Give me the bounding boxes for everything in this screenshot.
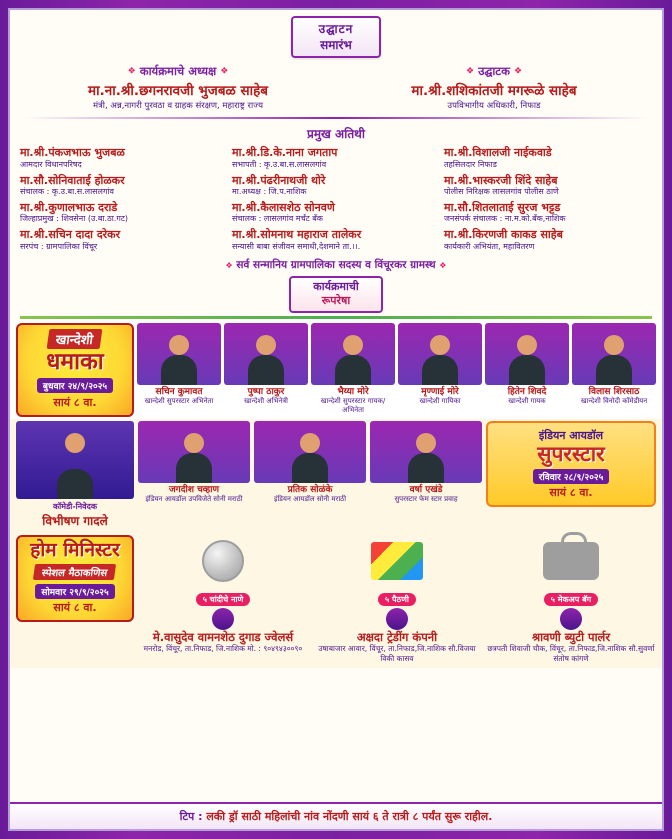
ribbon-line1: उद्घाटन xyxy=(318,22,354,36)
artist-photo xyxy=(572,323,656,385)
guests-heading: प्रमुख अतिथी xyxy=(307,127,365,142)
guest-item: मा.श्री.पंकजभाऊ भुजबळ आमदार विधानपरिषद xyxy=(20,146,125,170)
dhamaka-line1: खान्देशी xyxy=(47,329,103,349)
artist-photo xyxy=(398,323,482,385)
decor-dot-icon: ❖ xyxy=(513,66,523,77)
sponsor-item xyxy=(138,535,308,655)
decor-dot-icon: ❖ xyxy=(220,66,229,77)
silver-coin-icon xyxy=(138,535,308,587)
artist-card: वर्षा एखंडे सुपरस्टार फेम स्टार प्रवाह xyxy=(370,421,482,504)
dhamaka-date: बुधवार २४/९/२०२५ xyxy=(37,378,113,393)
artist-photo xyxy=(485,323,569,385)
program-badge xyxy=(289,276,382,313)
guest-item: मा.श्री.सोमनाथ महाराज तालेकर सन्यासी बाबा संजीवन समाधी,देशमाने ता.।।. xyxy=(232,227,362,251)
footer-text: लकी ड्रॉ साठी महिलांची नांव नोंदणी सायं ६ ते रात्री ८ पर्यंत सुरू राहील. xyxy=(206,810,493,823)
chairman-title: कार्यक्रमाचे अध्यक्ष xyxy=(139,64,217,79)
all-honored-line: ❖ सर्व सन्मानिय ग्रामपालिका सदस्य व विंचूरकर ग्रामस्थ ❖ xyxy=(225,258,447,271)
artist-photo xyxy=(254,421,366,483)
artist-card: विलास शिरसाठ खान्देशी विनोदी कॉमेडीयन xyxy=(572,323,656,406)
guest-item: मा.श्री.कैलासशेठ सोनवणे संचालक : लासलगांव मर्चंट बँक xyxy=(232,200,335,224)
artist-card: सचिन कुमावत खान्देशी सुपरस्टार अभिनेता xyxy=(137,323,221,406)
sponsor-logo-icon xyxy=(560,608,582,630)
inauguration-ribbon-wrap xyxy=(10,10,662,58)
guest-item: मा.श्री.कुणालभाऊ दराडे जिल्हाप्रमुख : शिवसेना (उ.बा.ठा.गट) xyxy=(20,200,129,224)
inaugurator-name: मा.श्री.शशिकांतजी मगरूळे साहेब xyxy=(411,83,577,100)
saree-cloth-icon xyxy=(312,535,482,587)
inauguration-ribbon xyxy=(291,16,382,58)
decor-dot-icon: ❖ xyxy=(439,260,447,270)
sponsor-logo-icon xyxy=(212,608,234,630)
guest-item: मा.सौ.सोनिवाताई होळकर संचालक : कृ.उ.बा.स.लासलगांव xyxy=(20,173,125,197)
sponsor-prize: ५ मेकअप बॅग xyxy=(544,593,598,606)
sponsors-band xyxy=(10,533,662,668)
heads-section xyxy=(10,58,662,113)
idol-card xyxy=(486,421,656,507)
dhamaka-card xyxy=(16,323,134,417)
guest-item: मा.श्री.भास्करजी शिंदे साहेब पोलीस निरिक्षक लासलगांव पोलीस ठाणे xyxy=(444,173,559,197)
artist-card: हितेन शिवदे खान्देशी गायक xyxy=(485,323,569,406)
sponsor-item xyxy=(486,535,656,664)
decor-dot-icon: ❖ xyxy=(127,66,136,77)
host-card: कॉमेडी-निवेदक विभीषण गादले xyxy=(16,421,134,529)
guests-grid xyxy=(10,146,662,252)
artist-photo xyxy=(137,323,221,385)
idol-artists xyxy=(138,421,482,504)
home-minister-date: सोमवार २९/९/२०२५ xyxy=(35,584,114,599)
idol-date: रविवार २८/९/२०२५ xyxy=(533,469,610,484)
program-badge-wrap xyxy=(10,276,662,313)
sponsor-name: मे.वासुदेव वामनशेठ दुगाड ज्वेलर्स xyxy=(152,629,294,644)
divider xyxy=(22,117,650,119)
decor-dot-icon: ❖ xyxy=(465,66,475,77)
sponsor-name: श्रावणी ब्युटी पार्लर xyxy=(531,629,611,644)
artist-card: भैय्या मोरे खान्देशी सुपरस्टार गायक/अभिनेता xyxy=(311,323,395,415)
artist-card: मृण्णाई मोरे खान्देशी गायिका xyxy=(398,323,482,406)
idol-time: सायं ८ वा. xyxy=(549,485,593,499)
artist-card: जगदीश चव्हाण इंडियन आयडॉल उपविजेते सोनी मराठी xyxy=(138,421,250,504)
head-chairman xyxy=(20,64,336,111)
sponsor-item xyxy=(312,535,482,664)
artist-card: पुष्पा ठाकुर खान्देशी अभिनेत्री xyxy=(224,323,308,406)
head-inaugurator xyxy=(336,64,652,111)
artist-photo xyxy=(370,421,482,483)
inaugurator-title: उद्घाटक xyxy=(478,64,510,79)
artist-photo xyxy=(311,323,395,385)
footer-note xyxy=(10,802,662,829)
guest-item: मा.श्री.सचिन दादा दरेकर सरपंच : ग्रामपालिका विंचूर xyxy=(20,227,121,251)
chairman-designation: मंत्री, अन्न,नागरी पुरवठा व ग्राहक संरक्षण, महाराष्ट्र राज्य xyxy=(92,101,264,112)
chairman-name: मा.ना.श्री.छगनरावजी भुजबळ साहेब xyxy=(88,83,268,100)
dhamaka-time: सायं ८ वा. xyxy=(53,395,97,409)
handbag-icon xyxy=(486,535,656,587)
artist-photo xyxy=(138,421,250,483)
decor-dot-icon: ❖ xyxy=(225,260,233,270)
sponsor-prize: ५ चांदीचे नाणे xyxy=(196,593,251,606)
artist-card: प्रतिक सोळंके इंडियन आयडॉल सोनी मराठी xyxy=(254,421,366,504)
guest-item: मा.श्री.डि.के.नाना जगताप सभापती : कृ.उ.बा.स.लासलगांव xyxy=(232,146,338,170)
host-photo xyxy=(16,421,134,499)
dhamaka-line2: धमाका xyxy=(46,348,104,375)
program-badge-line1: कार्यक्रमाची xyxy=(313,279,359,293)
home-minister-time: सायं ८ वा. xyxy=(53,600,97,614)
sponsor-name: अक्षदा ट्रेडींग कंपनी xyxy=(356,629,438,644)
guest-item: मा.श्री.पंढरीनाथजी थोरे मा.अध्यक्ष : जि.प.नाशिक xyxy=(232,173,326,197)
indian-idol-band xyxy=(10,419,662,533)
home-minister-card xyxy=(16,535,134,622)
sponsor-address: मनरोड, विंचूर, ता.निफाड, जि.नाशिक मो. : ९०४९४३००९० xyxy=(143,644,303,654)
ribbon-line2: समारंभ xyxy=(320,38,352,53)
sponsor-address: छत्रपती शिवाजी चौक, विंचूर, ता.निफाड,जि.नाशिक सौ.सुवर्णा संतोष कांगणे xyxy=(487,644,655,664)
khandeshi-dhamaka-band xyxy=(10,319,662,419)
sponsor-logo-icon xyxy=(386,608,408,630)
sponsor-prize: ५ पैठणी xyxy=(378,593,416,606)
footer-label: टिप : xyxy=(179,810,203,823)
sponsor-address: उषाबाजार आवार, विंचूर, ता.निफाड,जि.नाशिक सौ.विजया विकी कासव xyxy=(318,644,476,664)
guest-item: मा.श्री.विशालजी नाईकवाडे तहसिलदार निफाड xyxy=(444,146,552,170)
idol-line2: सुपरस्टार xyxy=(537,441,605,466)
inaugurator-designation: उपविभागीय अधिकारी, निफाड xyxy=(447,101,541,112)
idol-line1: इंडियन आयडॉल xyxy=(538,428,604,442)
guest-item: मा.सौ.शितलाताई सुरज भट्टड जनसंपर्क संचालक : ना.म.को.बँक,नाशिक xyxy=(444,200,566,224)
guest-item: मा.श्री.किरणजी काकड साहेब कार्यकारी अभियंता, महावितरण xyxy=(444,227,563,251)
home-minister-line1: होम मिनिस्टर xyxy=(30,538,120,561)
home-minister-line2: स्पेशल मैठाकणिस xyxy=(33,564,117,580)
artist-photo xyxy=(224,323,308,385)
program-badge-line2: रूपरेषा xyxy=(321,294,351,308)
poster-inner xyxy=(8,8,664,831)
